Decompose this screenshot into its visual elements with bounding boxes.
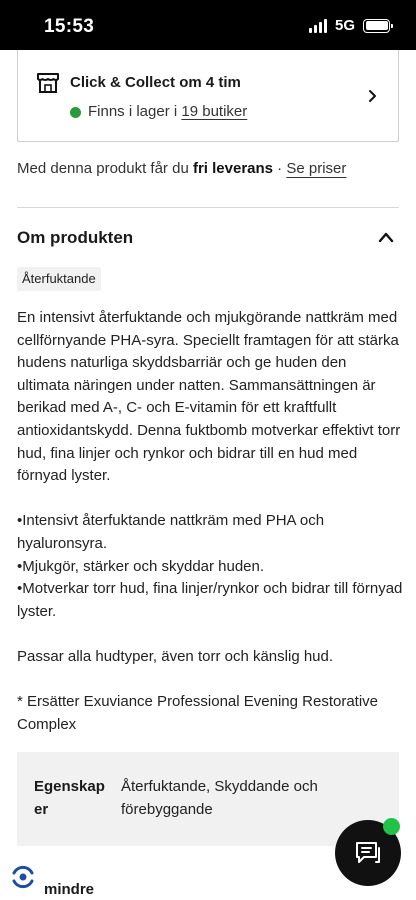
description-replaces: * Ersätter Exuviance Professional Evening Restorative Complex <box>17 693 379 733</box>
stock-prefix: Finns i lager i <box>88 103 182 120</box>
chevron-right-icon[interactable] <box>366 89 378 103</box>
battery-icon <box>363 19 390 33</box>
status-bar <box>0 0 416 50</box>
description-paragraph: En intensivt återfuktande och mjukgörande nattkräm med cellförnyande PHA-syra. Speciellt framtagen för att stärka hudens naturliga skyddsbarriär och ge huden den ultimata näringen under natten. Sammansättningen är berikad med A-, C- och E-vitamin för ett kraftfullt antioxidantskydd. Denna fuktbomb motverkar effektivt torr hud, fina linjer och rynkor och bidrar till en hud med förnyad lyster. <box>17 309 401 485</box>
click-collect-title: Click & Collect om 4 tim <box>70 74 241 91</box>
signal-icon <box>309 19 327 33</box>
stock-status <box>88 103 247 120</box>
stores-link[interactable]: 19 butiker <box>181 103 248 120</box>
section-divider <box>17 207 399 208</box>
in-stock-dot <box>70 107 81 118</box>
show-less-icon[interactable] <box>8 862 38 892</box>
store-icon <box>36 72 60 94</box>
show-less-link[interactable]: mindre <box>44 881 95 898</box>
delivery-prefix: Med denna produkt får du <box>17 160 193 177</box>
product-tag: Återfuktande <box>17 267 101 291</box>
delivery-separator: · <box>273 160 287 177</box>
chat-icon <box>354 840 382 866</box>
delivery-info <box>17 160 346 177</box>
chevron-up-icon[interactable] <box>378 231 394 243</box>
free-delivery-text: fri leverans <box>192 160 273 177</box>
description-bullets: •Intensivt återfuktande nattkräm med PHA och hyaluronsyra. •Mjukgör, stärker och skyddar huden. •Motverkar torr hud, fina linjer/rynkor och bidrar till förnyad lyster. <box>17 512 403 620</box>
chat-online-badge <box>383 818 400 835</box>
status-time: 15:53 <box>44 16 95 37</box>
product-description <box>17 307 403 759</box>
description-skin-types: Passar alla hudtyper, även torr och känslig hud. <box>17 647 334 665</box>
properties-value: Återfuktande, Skyddande och förebyggande <box>121 778 318 818</box>
properties-label: Egenskaper <box>34 778 105 818</box>
status-indicators <box>309 17 390 34</box>
see-prices-link[interactable]: Se priser <box>286 160 347 177</box>
about-product-title[interactable]: Om produkten <box>17 228 134 247</box>
network-type: 5G <box>334 17 355 34</box>
click-collect-card[interactable] <box>17 50 399 142</box>
